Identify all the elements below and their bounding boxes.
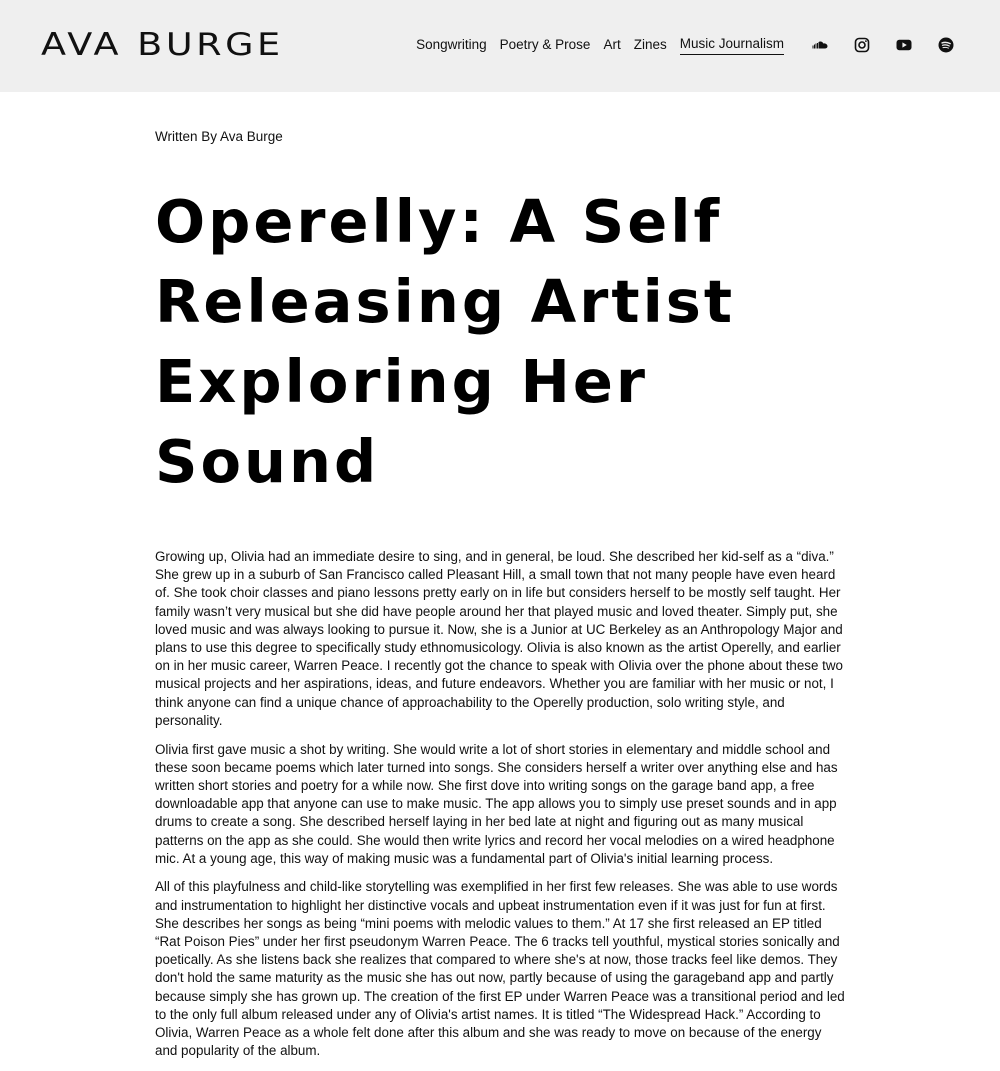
instagram-icon[interactable] <box>854 37 870 53</box>
nav-item-songwriting[interactable]: Songwriting <box>416 36 487 52</box>
youtube-icon[interactable] <box>896 37 912 53</box>
article-paragraph: Olivia first gave music a shot by writing. She would write a lot of short stories in elementary and middle school and these soon became poems which later turned into songs. She considers herself a writer over anything else and has written short stories and poetry for a while now. She first dove into writing songs on the garage band app, a free downloadable app that anyone can use to make music. The app allows you to simply use preset sounds and in app drums to create a song. She described herself laying in her bed late at night and figuring out as many musical patterns on the app as she could. She would then write lyrics and record her vocal melodies on a wired headphone mic. At a young age, this way of making music was a fundamental part of Olivia's initial learning process. <box>155 741 838 866</box>
article-paragraph: Growing up, Olivia had an immediate desire to sing, and in general, be loud. She described her kid-self as a “diva.” She grew up in a suburb of San Francisco called Pleasant Hill, a small town that not many people have even heard of. She took choir classes and piano lessons pretty early on in life but considers herself to be mostly self taught. Her family wasn’t very musical but she did have people around her that played music and loved theater. Simply put, she loved music and was always looking to pursue it. Now, she is a Junior at UC Berkeley as an Anthropology Major and plans to use this degree to specifically study ethnomusicology. Olivia is also known as the artist Operelly, and earlier on in her music career, Warren Peace. I recently got the chance to speak with Olivia over the phone about these two musical projects and her aspirations, ideas, and future endeavors. Whether you are familiar with her music or not, I think anyone can find a unique chance of approachability to the Operelly production, solo writing style, and personality. <box>155 549 844 728</box>
spotify-icon[interactable] <box>938 37 954 53</box>
social-links <box>799 37 967 53</box>
article-byline: Written By Ava Burge <box>155 129 283 144</box>
nav-item-music-journalism[interactable]: Music Journalism <box>680 34 784 55</box>
site-logo[interactable]: AVA BURGE <box>41 27 284 63</box>
nav-item-poetry-prose[interactable]: Poetry & Prose <box>499 36 591 52</box>
article-body <box>155 548 847 1060</box>
article-title: Operelly: A Self Releasing Artist Exploring Her Sound <box>155 187 736 496</box>
nav-item-zines[interactable]: Zines <box>633 36 667 52</box>
article <box>155 126 847 1071</box>
main-nav <box>416 34 1000 55</box>
nav-item-art[interactable]: Art <box>603 36 621 52</box>
site-header <box>0 0 1000 92</box>
soundcloud-icon[interactable] <box>812 37 828 53</box>
article-paragraph: All of this playfulness and child-like storytelling was exemplified in her first few releases. She was able to use words and instrumentation to highlight her distinctive vocals and upbeat instrumentation even if it was just for fun at first. She describes her songs as being “mini poems with melodic values to them.” At 17 she first released an EP titled “Rat Poison Pies” under her first pseudonym Warren Peace. The 6 tracks tell youthful, mystical stories sonically and poetically. As she listens back she realizes that compared to where she's at now, those tracks feel like demos. They don't hold the same maturity as the music she has out now, partly because of using the garageband app and partly because simply she has grown up. The creation of the first EP under Warren Peace was a transitional period and led to the only full album released under any of Olivia's artist names. It is titled “The Widespread Hack.” According to Olivia, Warren Peace as a whole felt done after this album and she was ready to move on because of the energy and popularity of the album. <box>155 879 845 1059</box>
